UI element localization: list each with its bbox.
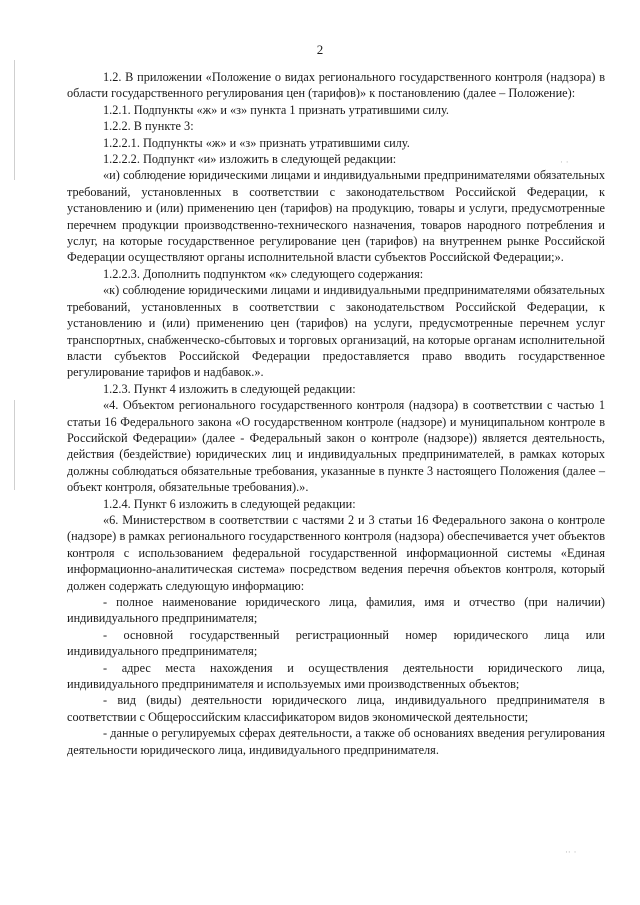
paragraph: 1.2.2.3. Дополнить подпунктом «к» следующего содержания: (103, 266, 424, 281)
paragraph: 1.2.2.2. Подпункт «и» изложить в следующей редакции: (103, 152, 397, 167)
scan-edge-mark (14, 400, 15, 490)
paragraph: «к) соблюдение юридическими лицами и индивидуальными предпринимателями обязательных требований, установленных в соответствии с законодательством Российской Федерации, к установлению и (или) применению цен (тарифов) на услуги, предусмотренные перечнем услуг транспортных, снабженческо-сбытовых и торговых организаций, на которые органам исполнительной власти субъектов Российской Федерации предоставляется право вводить государственное регулирование тарифов и надбавок.». (67, 283, 605, 380)
paragraph: «и) соблюдение юридическими лицами и индивидуальными предпринимателями обязательных требований, установленных в соответствии с законодательством Российской Федерации, к установлению и (или) применению цен (тарифов) на продукцию, товары и услуги, предусмотренные перечнем продукции производственно-технического назначения, товаров народного потребления и услуг, на которые государственное регулирование цен (тарифов) на внутреннем рынке Российской Федерации осуществляют органы исполнительной власти субъектов Российской Федерации;». (67, 168, 605, 265)
paragraph: «6. Министерством в соответствии с частями 2 и 3 статьи 16 Федерального закона о контроле (надзоре) в рамках регионального государственного контроля (надзора) обеспечивается учет объектов контроля с использованием федеральной государственной информационной системы «Единая информационно-аналитическая система» посредством ведения перечня объектов контроля, который должен содержать следующую информацию: (67, 512, 605, 593)
paragraph: 1.2. В приложении «Положение о видах регионального государственного контроля (надзора) в области государственного регулирования цен (тарифов)» к постановлению (далее – Положение): (67, 70, 605, 101)
paragraph: 1.2.3. Пункт 4 изложить в следующей редакции: (103, 381, 356, 396)
paragraph: 1.2.4. Пункт 6 изложить в следующей редакции: (103, 496, 356, 511)
list-item: - данные о регулируемых сферах деятельности, а также об основаниях введения регулирования деятельности юридического лица, индивидуального предпринимателя. (67, 726, 605, 757)
page-number: 2 (316, 42, 324, 57)
scan-speck: ·· · (565, 848, 577, 858)
paragraph: 1.2.2. В пункте 3: (103, 119, 194, 134)
scan-edge-mark (14, 60, 15, 180)
paragraph: 1.2.1. Подпункты «ж» и «з» пункта 1 признать утратившими силу. (103, 102, 449, 117)
paragraph: «4. Объектом регионального государственного контроля (надзора) в соответствии с частью 1 статьи 16 Федерального закона «О государственном контроле (надзоре) и муниципальном контроле в Российской Федерации» (далее - Федеральный закон о контроле (надзоре)) является деятельность, действия (бездействие) юридических лиц и индивидуальных предпринимателей, в рамках которых должны соблюдаться обязательные требования, указанные в пункте 3 настоящего Положения (далее – объект контроля, обязательные требования).». (67, 398, 605, 495)
document-body (67, 69, 605, 758)
list-item: - полное наименование юридического лица, фамилия, имя и отчество (при наличии) индивидуального предпринимателя; (67, 595, 605, 626)
list-item: - адрес места нахождения и осуществления деятельности юридического лица, индивидуального предпринимателя и используемых ими производственных объектов; (67, 660, 605, 692)
list-item: - вид (виды) деятельности юридического лица, индивидуального предпринимателя в соответствии с Общероссийским классификатором видов экономической деятельности; (67, 693, 605, 724)
scan-speck: · · (560, 158, 569, 168)
list-item: - основной государственный регистрационный номер юридического лица или индивидуального предпринимателя; (67, 627, 605, 659)
paragraph: 1.2.2.1. Подпункты «ж» и «з» признать утратившими силу. (103, 135, 410, 150)
